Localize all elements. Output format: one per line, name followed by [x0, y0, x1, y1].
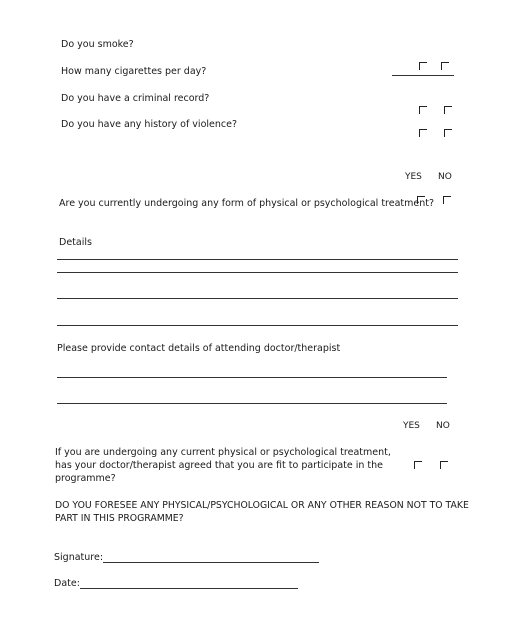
violence-yes-checkbox[interactable] [419, 129, 427, 137]
signature-label: Signature: [54, 552, 104, 563]
contact-details-line[interactable] [57, 403, 447, 404]
details-line[interactable] [57, 325, 458, 326]
question-foresee-line-2: PART IN THIS PROGRAMME? [55, 513, 184, 524]
details-label: Details [59, 237, 92, 248]
treatment-no-checkbox[interactable] [443, 196, 451, 204]
treatment-yes-checkbox[interactable] [417, 196, 425, 204]
question-fit-line-2: has your doctor/therapist agreed that you are fit to participate in the [55, 460, 384, 471]
details-line[interactable] [57, 298, 458, 299]
question-smoke: Do you smoke? [61, 39, 134, 50]
date-line[interactable] [80, 588, 298, 589]
details-line[interactable] [57, 259, 458, 260]
smoke-no-checkbox[interactable] [441, 62, 449, 70]
details-line[interactable] [57, 272, 458, 273]
question-criminal-record: Do you have a criminal record? [61, 93, 210, 104]
criminal-no-checkbox[interactable] [444, 106, 452, 114]
no-header: NO [438, 172, 452, 182]
question-cigarettes: How many cigarettes per day? [61, 66, 207, 77]
question-fit-line-3: programme? [55, 473, 116, 484]
no-header: NO [436, 421, 450, 431]
contact-details-label: Please provide contact details of attending doctor/therapist [57, 343, 341, 354]
criminal-yes-checkbox[interactable] [419, 106, 427, 114]
question-violence: Do you have any history of violence? [61, 119, 237, 130]
date-label: Date: [54, 578, 80, 589]
yes-header: YES [405, 172, 422, 182]
question-treatment: Are you currently undergoing any form of physical or psychological treatment? [59, 198, 435, 209]
signature-line[interactable] [103, 562, 319, 563]
cigarettes-answer-line[interactable] [392, 75, 454, 76]
fit-yes-checkbox[interactable] [414, 461, 422, 469]
violence-no-checkbox[interactable] [444, 129, 452, 137]
contact-details-line[interactable] [57, 377, 447, 378]
yes-header: YES [403, 421, 420, 431]
smoke-yes-checkbox[interactable] [419, 62, 427, 70]
fit-no-checkbox[interactable] [440, 461, 448, 469]
question-foresee-line-1: DO YOU FORESEE ANY PHYSICAL/PSYCHOLOGICAL OR ANY OTHER REASON NOT TO TAKE [55, 500, 469, 511]
question-fit-line-1: If you are undergoing any current physical or psychological treatment, [55, 447, 391, 458]
